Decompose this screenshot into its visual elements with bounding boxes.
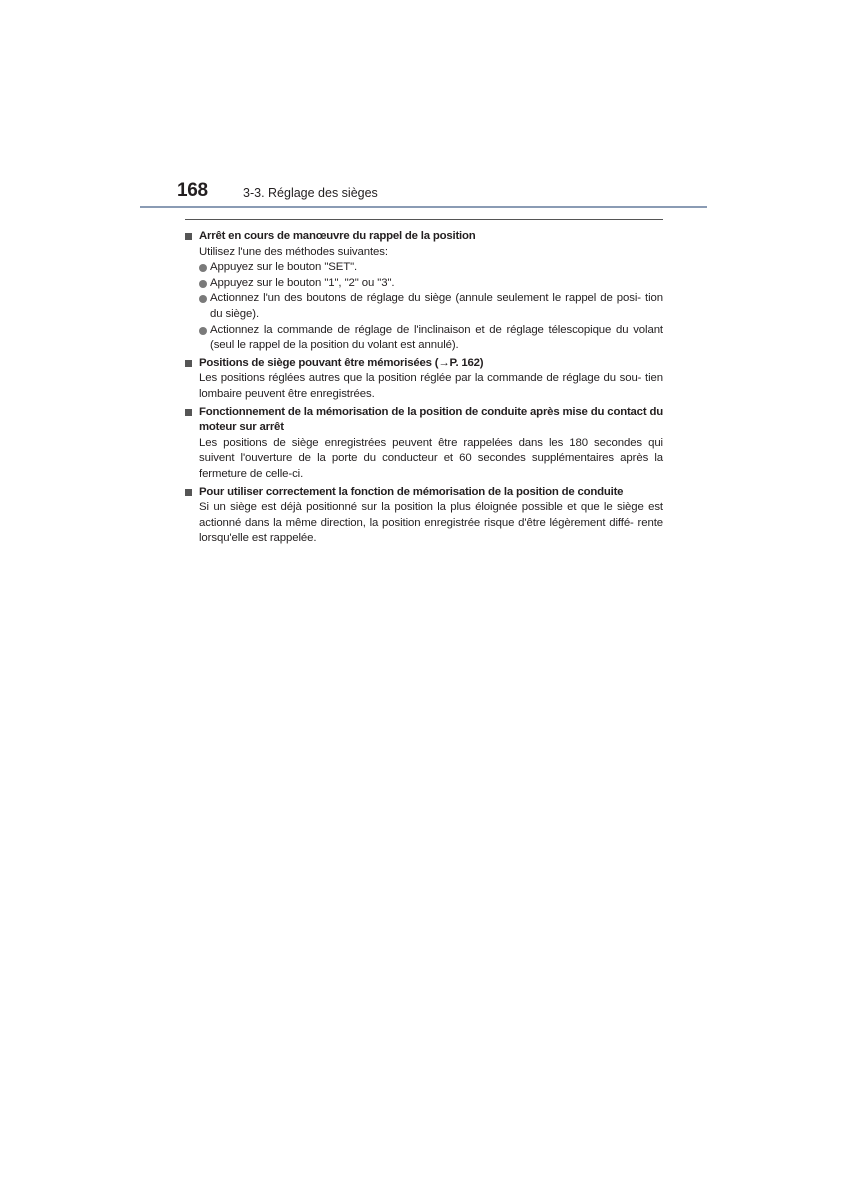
list-item (185, 260, 663, 276)
section-heading (185, 229, 663, 245)
list-item (185, 291, 663, 322)
section-heading-text: Arrêt en cours de manœuvre du rappel de la position (199, 230, 476, 242)
section-body: Si un siège est déjà positionné sur la position la plus éloignée possible et que le siège est actionné dans la même direction, la position enregistrée risque d'être légèrement diffé- rente lorsqu'elle est rappelée. (199, 501, 663, 545)
list-item-text: Appuyez sur le bouton "1", "2" ou "3". (210, 276, 395, 289)
section-title: 3-3. Réglage des sièges (243, 186, 378, 200)
square-bullet-icon (185, 489, 192, 496)
section-engine-off-memory (185, 405, 663, 483)
section-memorized-positions (185, 356, 663, 403)
page-content (185, 219, 663, 549)
list-item-text: Actionnez la commande de réglage de l'inclinaison et de réglage télescopique du volant (seul le rappel de la position du volant est annulé). (210, 323, 663, 352)
header-rule (140, 206, 707, 208)
list-item-text: Actionnez l'un des boutons de réglage du siège (annule seulement le rappel de posi- tion du siège). (210, 292, 663, 320)
section-heading-text: Pour utiliser correctement la fonction de mémorisation de la position de conduite (199, 485, 624, 498)
arrow-icon: → (438, 356, 450, 369)
round-bullet-icon (199, 280, 207, 288)
section-heading (185, 356, 663, 372)
square-bullet-icon (185, 233, 192, 240)
section-body: Les positions réglées autres que la position réglée par la commande de réglage du sou- tien lombaire peuvent être enregistrées. (199, 372, 663, 400)
page-reference: P. 162) (449, 356, 484, 369)
square-bullet-icon (185, 409, 192, 416)
section-heading-text: Fonctionnement de la mémorisation de la position de conduite après mise du contact du moteur sur arrêt (199, 405, 663, 434)
section-recall-stop (185, 229, 663, 354)
round-bullet-icon (199, 295, 207, 303)
page-number: 168 (177, 180, 208, 201)
section-body: Les positions de siège enregistrées peuvent être rappelées dans les 180 secondes qui suivent l'ouverture de la porte du conducteur et 60 secondes supplémentaires après la fermeture de celle-ci. (199, 436, 663, 480)
section-intro: Utilisez l'une des méthodes suivantes: (199, 245, 388, 258)
section-correct-use (185, 485, 663, 547)
page-header (140, 178, 707, 208)
section-heading (185, 405, 663, 436)
round-bullet-icon (199, 264, 207, 272)
section-heading-text: Positions de siège pouvant être mémorisées ( (199, 356, 439, 369)
list-item (185, 323, 663, 354)
list-item (185, 276, 663, 292)
square-bullet-icon (185, 360, 192, 367)
list-item-text: Appuyez sur le bouton "SET". (210, 261, 358, 274)
section-heading (185, 485, 663, 501)
round-bullet-icon (199, 327, 207, 335)
